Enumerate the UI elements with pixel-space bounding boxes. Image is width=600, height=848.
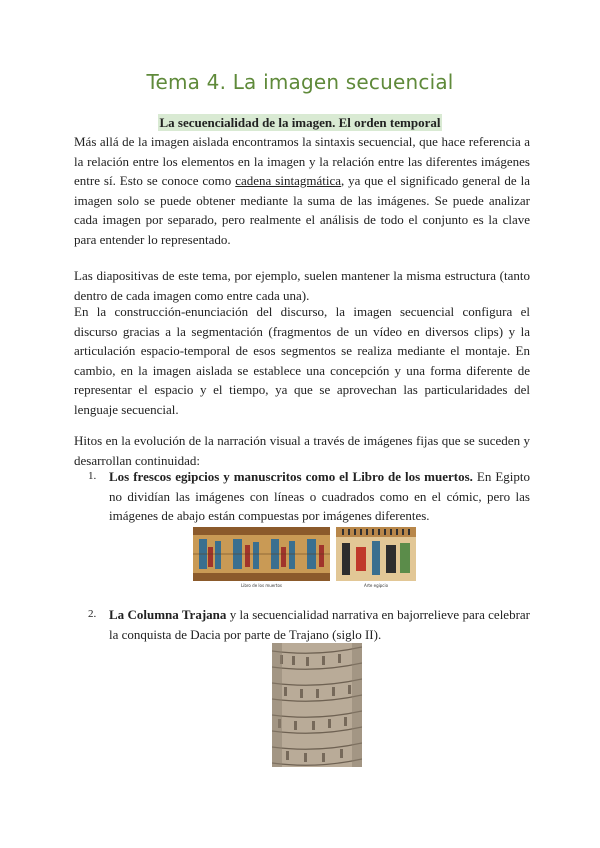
list-item-bold: La Columna Trajana <box>109 607 227 622</box>
paragraph-construccion: En la construcción-enunciación del discurso, la imagen secuencial configura el discurso gracias a la segmentación (fragmentos de un vídeo en diversos clips) y la articulación espacio-temporal de esos segmentos se realiza mediante el montaje. En cambio, en la imagen aislada se establece una concepción y una forma diferente de representar el espacio y el tiempo, ya que se aprovechan las particularidades del lenguaje secuencial. <box>74 304 530 417</box>
underlined-term: cadena sintagmática <box>235 173 341 188</box>
list-item-text: y la secuencialidad narrativa en bajorrelieve para celebrar la conquista de Dacia por parte de Trajano (siglo II). <box>109 607 531 642</box>
page-title: Tema 4. La imagen secuencial <box>146 70 454 94</box>
trajan-column-image <box>272 643 362 767</box>
egyptian-papyrus-image <box>336 527 416 581</box>
list-item-text: En Egipto no dividían las imágenes con líneas o cuadrados como en el cómic, pero las imágenes de abajo están compuestas por imágenes diferentes. <box>109 469 531 523</box>
egyptian-fresco-image <box>193 527 330 581</box>
section-heading <box>0 114 600 132</box>
paragraph-text: , ya que el significado general de la imagen solo se puede obtener mediante la suma de las imágenes. Se puede analizar cada imagen por separado, pero realmente el análisis de todo el conjunto es la clave para entender lo representado. <box>74 173 530 247</box>
paragraph-diapositivas: Las diapositivas de este tema, por ejemplo, suelen mantener la misma estructura (tanto dentro de cada imagen como entre cada una). <box>74 268 530 303</box>
list-item <box>88 605 530 644</box>
list-item <box>88 467 530 526</box>
paragraph-sintaxis <box>74 132 530 249</box>
list-item-bold: Los frescos egipcios y manuscritos como el Libro de los muertos. <box>109 469 473 484</box>
list-number: 1. <box>88 470 97 482</box>
paragraph-text: Más allá de la imagen aislada encontramos la sintaxis secuencial, que hace referencia a la relación entre los elementos en la imagen y la relación entre las diferentes imágenes entre sí. Esto se conoce como <box>74 134 530 188</box>
paragraph-hitos: Hitos en la evolución de la narración visual a través de imágenes fijas que se suceden y desarrollan continuidad: <box>74 433 530 468</box>
list-number: 2. <box>88 608 97 620</box>
figure-caption: Libro de los muertos <box>241 583 282 588</box>
figure-caption: Arte egipcio <box>363 583 389 588</box>
section-heading-text: La secuencialidad de la imagen. El orden temporal <box>159 115 441 130</box>
